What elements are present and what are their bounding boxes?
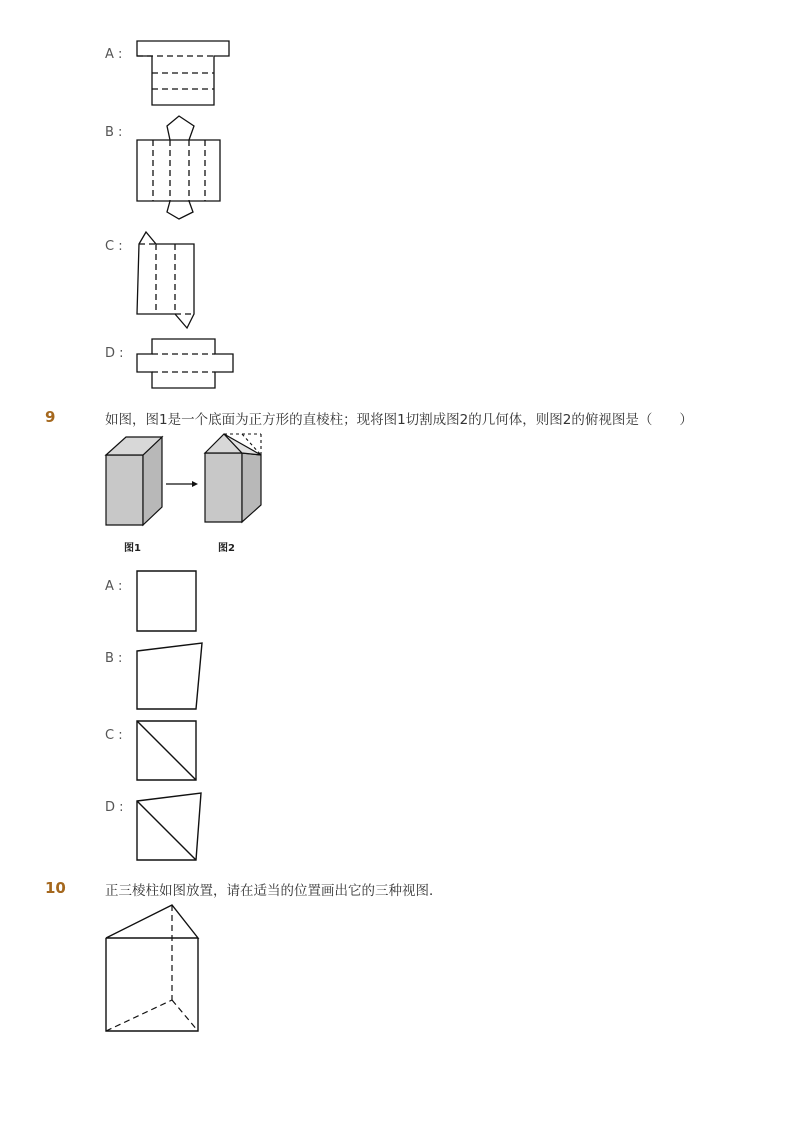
q9-option-d-label: D : <box>105 800 124 815</box>
question-10-text: 正三棱柱如图放置，请在适当的位置画出它的三种视图． <box>105 883 443 899</box>
question-9-text: 如图，图1是一个底面为正方形的直棱柱；现将图1切割成图2的几何体，则图2的俯视图是（ ） <box>105 412 693 428</box>
question-number-10: 10 <box>45 879 66 897</box>
q9-figure-1-caption: 图1 <box>124 543 141 554</box>
q8-option-d-label: D : <box>105 346 124 361</box>
q9-option-c-label: C : <box>105 728 123 743</box>
q8-option-b-label: B : <box>105 125 123 140</box>
q9-figure-2-caption: 图2 <box>218 543 235 554</box>
q9-option-b-label: B : <box>105 651 123 666</box>
q8-option-a-label: A : <box>105 47 123 62</box>
q8-option-c-label: C : <box>105 239 123 254</box>
q9-option-a-label: A : <box>105 579 123 594</box>
question-number-9: 9 <box>45 408 56 426</box>
